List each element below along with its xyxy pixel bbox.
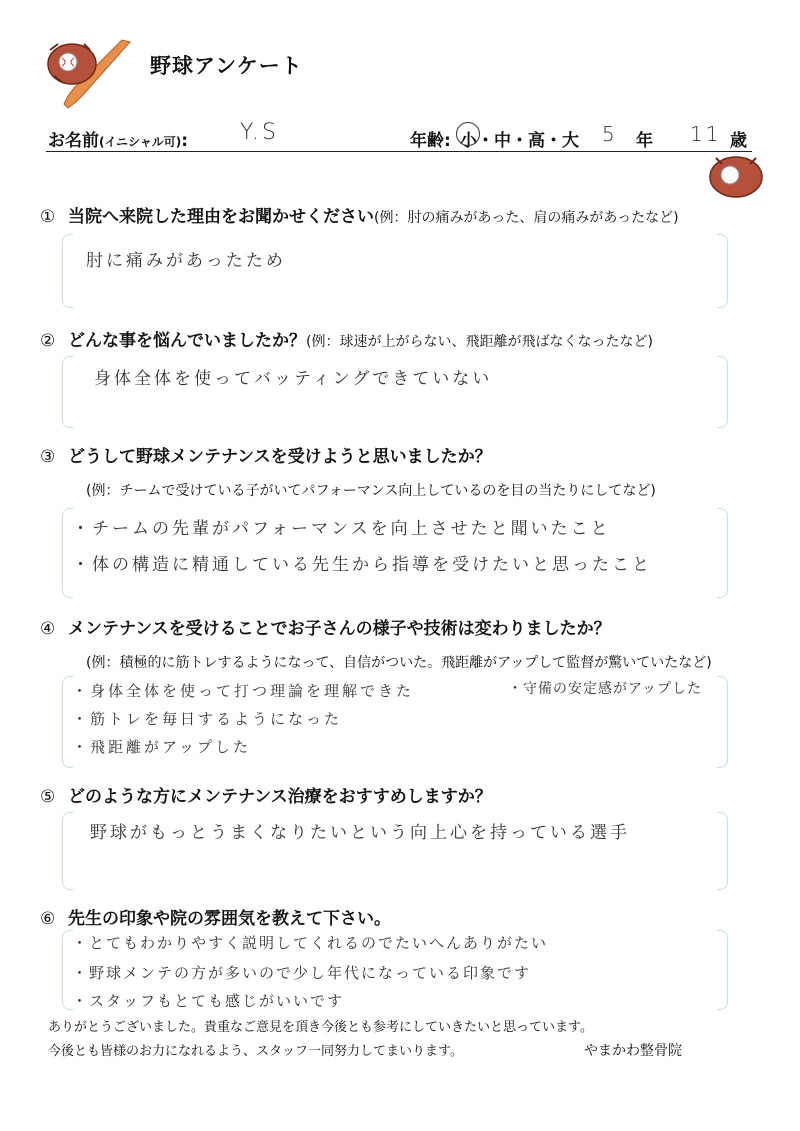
question-6: ⑥ 先生の印象や院の雰囲気を教えて下さい。 xyxy=(40,909,391,929)
footer-message: 今後とも皆様のお力になれるよう、スタッフ一同努力してまいります。 xyxy=(48,1044,463,1059)
question-2: ② どんな事を悩んでいましたか？(例：球速が上がらない、飛距離が飛ばなくなったなど) xyxy=(40,331,653,351)
answer-3-line-2: ・体の構造に精通している先生から指導を受けたいと思ったこと xyxy=(72,555,652,575)
name-underline xyxy=(46,151,752,152)
answer-4-line-1: ・身体全体を使って打つ理論を理解できた xyxy=(72,682,415,700)
name-note: (イニシャル可) xyxy=(99,135,182,149)
answer-1-line-1: 肘に痛みがあったため xyxy=(86,251,286,271)
answer-6-line-3: ・スタッフもとても感じがいいです xyxy=(72,992,345,1010)
grade-value: 5 xyxy=(602,122,618,146)
answer-6-line-2: ・野球メンテの方が多いので少し年代になっている印象です xyxy=(72,964,532,982)
age-value: 11 xyxy=(690,122,722,146)
name-value: Y.S xyxy=(240,120,279,145)
school-level-options: 小・中・高・大 xyxy=(460,131,579,151)
glove-icon xyxy=(706,150,766,200)
question-4-example: (例：積極的に筋トレするようになって、自信がついた。飛距離がアップして監督が驚いていたなど) xyxy=(86,655,712,671)
question-2-example: (例：球速が上がらない、飛距離が飛ばなくなったなど) xyxy=(306,334,653,350)
selected-level-circle xyxy=(456,122,480,146)
age-label: 年齢: xyxy=(410,131,451,151)
question-3: ③ どうして野球メンテナンスを受けようと思いましたか？ xyxy=(40,447,492,467)
grade-unit: 年 xyxy=(636,131,653,151)
question-1-example: (例：肘の痛みがあった、肩の痛みがあったなど) xyxy=(374,210,679,226)
glove-icon xyxy=(48,44,96,84)
question-3-example: (例：チームで受けている子がいてパフォーマンス向上しているのを目の当たりにしてなど) xyxy=(86,483,656,499)
clinic-name: やまかわ整骨院 xyxy=(584,1043,682,1059)
page-title: 野球アンケート xyxy=(150,54,303,78)
answer-4-line-3: ・飛距離がアップした xyxy=(72,738,251,756)
question-5: ⑤ どのような方にメンテナンス治療をおすすめしますか？ xyxy=(40,787,492,807)
age-unit: 歳 xyxy=(730,131,747,151)
answer-6-line-1: ・とてもわかりやすく説明してくれるのでたいへんありがたい xyxy=(72,934,549,952)
answer-5-line-1: 野球がもっとうまくなりたいという向上心を持っている選手 xyxy=(90,823,630,843)
question-4: ④ メンテナンスを受けることでお子さんの様子や技術は変わりましたか？ xyxy=(40,619,611,639)
answer-3-line-1: ・チームの先輩がパフォーマンスを向上させたと聞いたこと xyxy=(72,519,611,539)
glove-bat-logo xyxy=(44,36,136,112)
footer-thanks: ありがとうございました。貴重なご意見を頂き今後とも参考にしていきたいと思っています。 xyxy=(48,1020,593,1035)
name-label: お名前(イニシャル可): xyxy=(48,131,189,151)
answer-4-line-4: ・守備の安定感がアップした xyxy=(508,681,703,697)
answer-4-line-2: ・筋トレを毎日するようになった xyxy=(72,710,343,728)
answer-2-line-1: 身体全体を使ってバッティングできていない xyxy=(94,369,493,389)
question-1: ① 当院へ来院した理由をお聞かせください(例：肘の痛みがあった、肩の痛みがあったなど) xyxy=(40,207,679,227)
